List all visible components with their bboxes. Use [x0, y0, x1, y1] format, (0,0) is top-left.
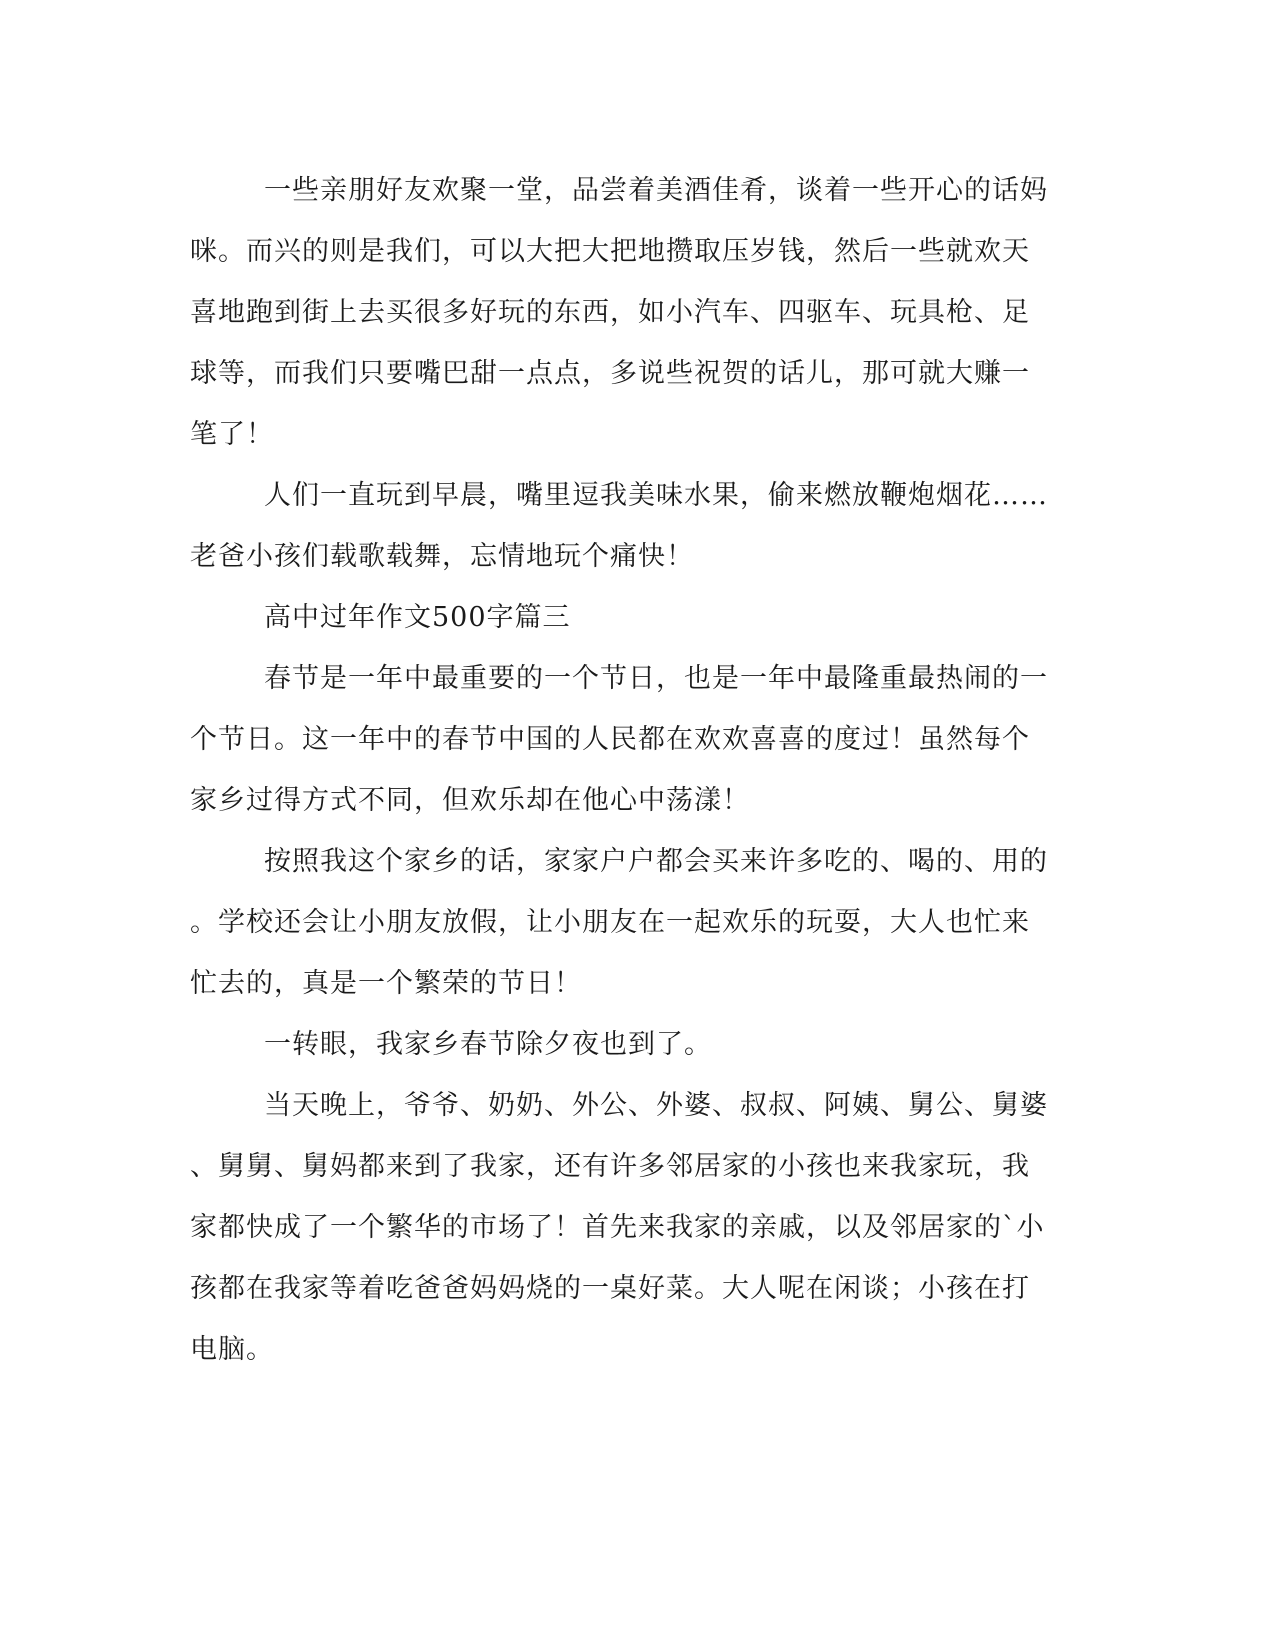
paragraph-line: 球等，而我们只要嘴巴甜一点点，多说些祝贺的话儿，那可就大赚一 [190, 358, 1030, 389]
paragraph-line: 个节日。这一年中的春节中国的人民都在欢欢喜喜的度过！虽然每个 [190, 724, 1030, 755]
paragraph-5 [190, 1014, 1080, 1075]
paragraph-line: 、舅舅、舅妈都来到了我家，还有许多邻居家的小孩也来我家玩，我 [190, 1151, 1030, 1182]
paragraph-line: 孩都在我家等着吃爸爸妈妈烧的一桌好菜。大人呢在闲谈；小孩在打 [190, 1273, 1030, 1304]
paragraph-4 [190, 831, 1080, 1014]
paragraph-3 [190, 648, 1080, 831]
section-heading-text: 高中过年作文500字篇三 [264, 602, 571, 633]
paragraph-6 [190, 1075, 1080, 1380]
paragraph-line: 老爸小孩们载歌载舞，忘情地玩个痛快！ [190, 541, 694, 572]
paragraph-line: 家都快成了一个繁华的市场了！首先来我家的亲戚，以及邻居家的`小 [190, 1212, 1045, 1243]
paragraph-line: 当天晚上，爷爷、奶奶、外公、外婆、叔叔、阿姨、舅公、舅婆 [264, 1090, 1048, 1121]
paragraph-line: 忙去的，真是一个繁荣的节日！ [190, 968, 582, 999]
paragraph-line: 人们一直玩到早晨，嘴里逗我美味水果，偷来燃放鞭炮烟花…… [264, 480, 1048, 511]
paragraph-line: 一转眼，我家乡春节除夕夜也到了。 [264, 1029, 712, 1060]
paragraph-2 [190, 465, 1080, 587]
paragraph-1 [190, 160, 1080, 465]
paragraph-line: 按照我这个家乡的话，家家户户都会买来许多吃的、喝的、用的 [264, 846, 1048, 877]
paragraph-line: 喜地跑到街上去买很多好玩的东西，如小汽车、四驱车、玩具枪、足 [190, 297, 1030, 328]
paragraph-line: 一些亲朋好友欢聚一堂，品尝着美酒佳肴，谈着一些开心的话妈 [264, 175, 1048, 206]
paragraph-line: 家乡过得方式不同，但欢乐却在他心中荡漾！ [190, 785, 750, 816]
paragraph-line: 笔了！ [190, 419, 274, 450]
paragraph-line: 咪。而兴的则是我们，可以大把大把地攒取压岁钱，然后一些就欢天 [190, 236, 1030, 267]
section-heading [190, 587, 1080, 648]
document-body [190, 160, 1080, 1380]
paragraph-line: 春节是一年中最重要的一个节日，也是一年中最隆重最热闹的一 [264, 663, 1048, 694]
paragraph-line: 。学校还会让小朋友放假，让小朋友在一起欢乐的玩耍，大人也忙来 [190, 907, 1030, 938]
paragraph-line: 电脑。 [190, 1334, 274, 1365]
